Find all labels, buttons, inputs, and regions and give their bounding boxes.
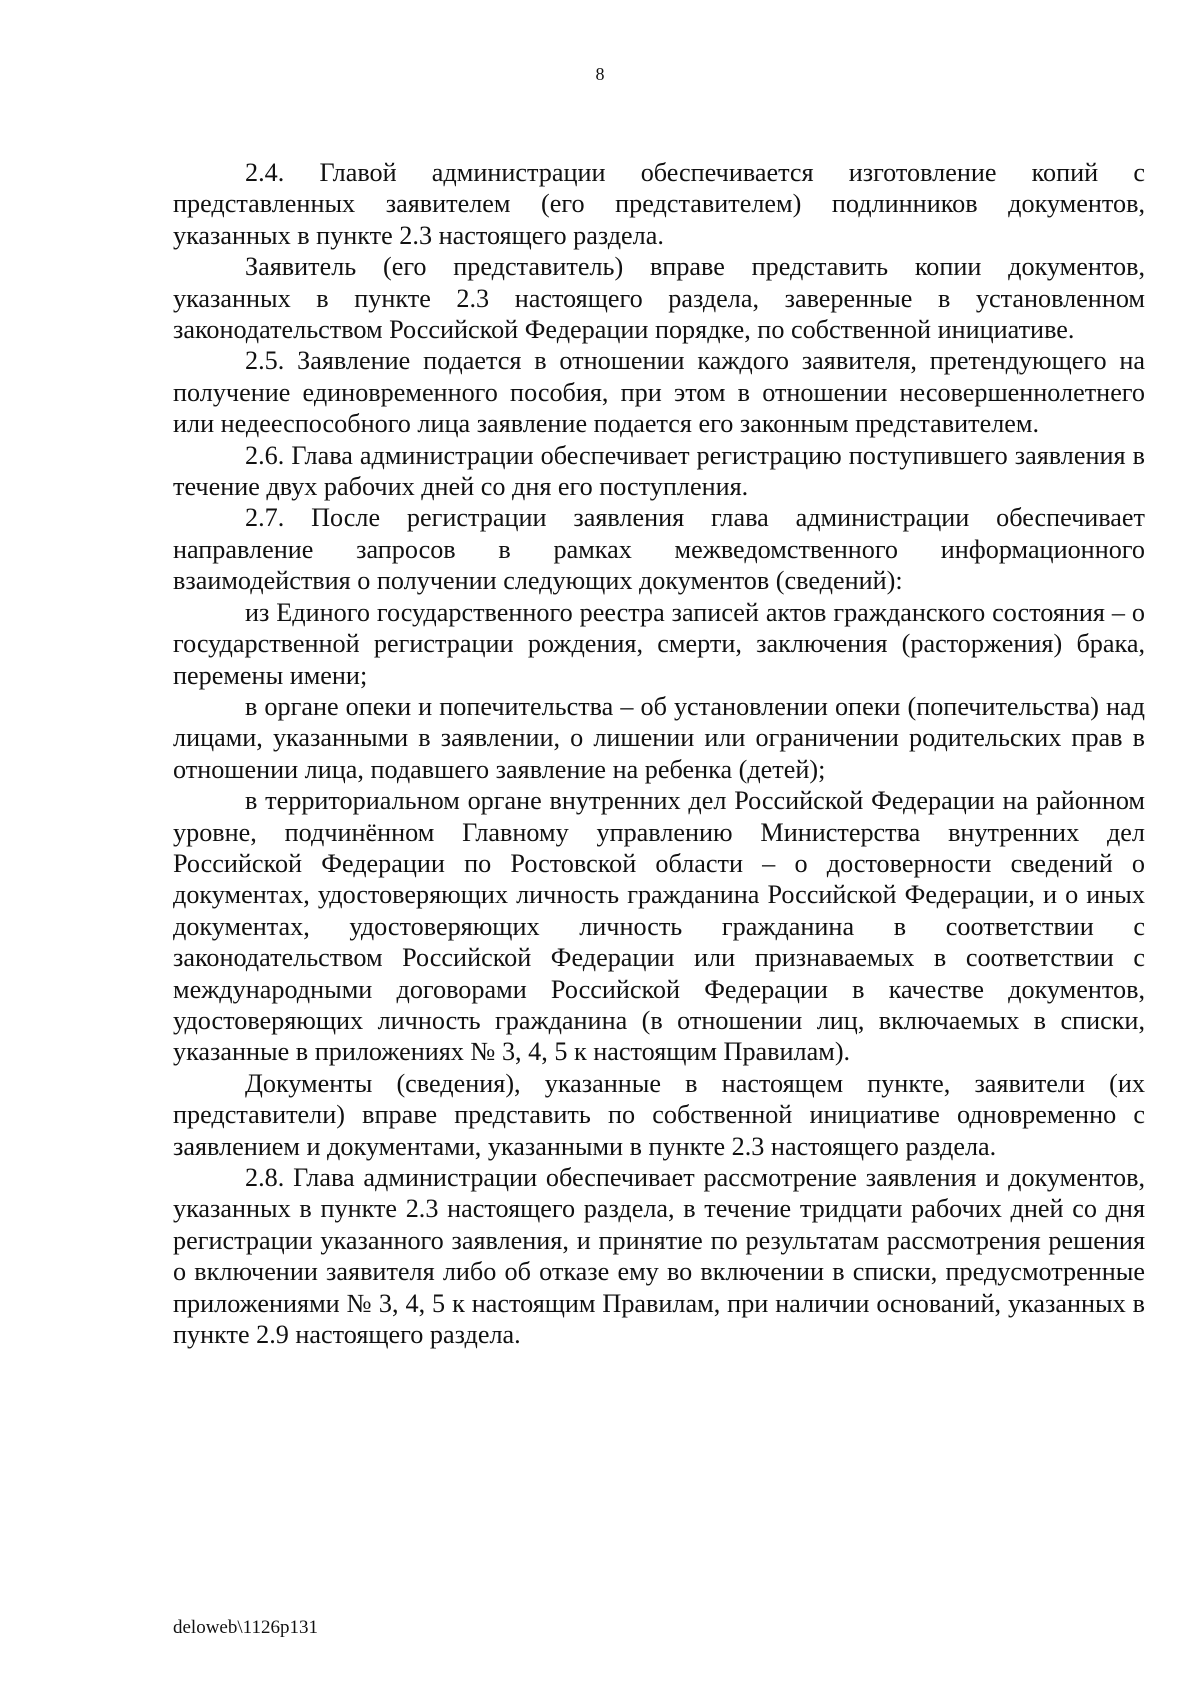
document-body: [173, 157, 1145, 1350]
paragraph-applicant-copies: Заявитель (его представитель) вправе представить копии документов, указанных в пункте 2.3 настоящего раздела, заверенные в установленном законодательством Российской Федерации порядке, по собственной инициативе.: [173, 252, 1145, 345]
footer-document-code: deloweb\1126p131: [173, 1617, 318, 1638]
paragraph-2-6: 2.6. Глава администрации обеспечивает регистрацию поступившего заявления в течение двух рабочих дней со дня его поступления.: [173, 440, 1145, 502]
paragraph-2-5: 2.5. Заявление подается в отношении каждого заявителя, претендующего на получение единовременного пособия, при этом в отношении несовершеннолетнего или недееспособного лица заявление подается его законным представителем.: [173, 346, 1145, 439]
paragraph-civil-registry: из Единого государственного реестра записей актов гражданского состояния – о государственной регистрации рождения, смерти, заключения (расторжения) брака, перемены имени;: [173, 597, 1145, 690]
paragraph-internal-affairs: в территориальном органе внутренних дел Российской Федерации на районном уровне, подчинённом Главному управлению Министерства внутренних дел Российской Федерации по Ростовской области – о достоверности сведений о документах, удостоверяющих личность гражданина Российской Федерации, и о иных документах, удостоверяющих личность гражданина в соответствии с законодательством Российской Федерации или признаваемых в соответствии с международными договорами Российской Федерации в качестве документов, удостоверяющих личность гражданина (в отношении лиц, включаемых в списки, указанные в приложениях № 3, 4, 5 к настоящим Правилам).: [173, 786, 1145, 1067]
paragraph-2-7: 2.7. После регистрации заявления глава администрации обеспечивает направление запросов в рамках межведомственного информационного взаимодействия о получении следующих документов (сведений):: [173, 503, 1145, 596]
paragraph-2-8: 2.8. Глава администрации обеспечивает рассмотрение заявления и документов, указанных в пункте 2.3 настоящего раздела, в течение тридцати рабочих дней со дня регистрации указанного заявления, и принятие по результатам рассмотрения решения о включении заявителя либо об отказе ему во включении в списки, предусмотренные приложениями № 3, 4, 5 к настоящим Правилам, при наличии оснований, указанных в пункте 2.9 настоящего раздела.: [173, 1163, 1145, 1350]
page-number: 8: [595, 64, 605, 84]
paragraph-2-4: 2.4. Главой администрации обеспечивается изготовление копий с представленных заявителем (его представителем) подлинников документов, указанных в пункте 2.3 настоящего раздела.: [173, 158, 1145, 250]
paragraph-guardianship: в органе опеки и попечительства – об установлении опеки (попечительства) над лицами, указанными в заявлении, о лишении или ограничении родительских прав в отношении лица, подавшего заявление на ребенка (детей);: [173, 691, 1145, 784]
paragraph-documents-own-initiative: Документы (сведения), указанные в настоящем пункте, заявители (их представители) вправе представить по собственной инициативе одновременно с заявлением и документами, указанными в пункте 2.3 настоящего раздела.: [173, 1068, 1145, 1161]
